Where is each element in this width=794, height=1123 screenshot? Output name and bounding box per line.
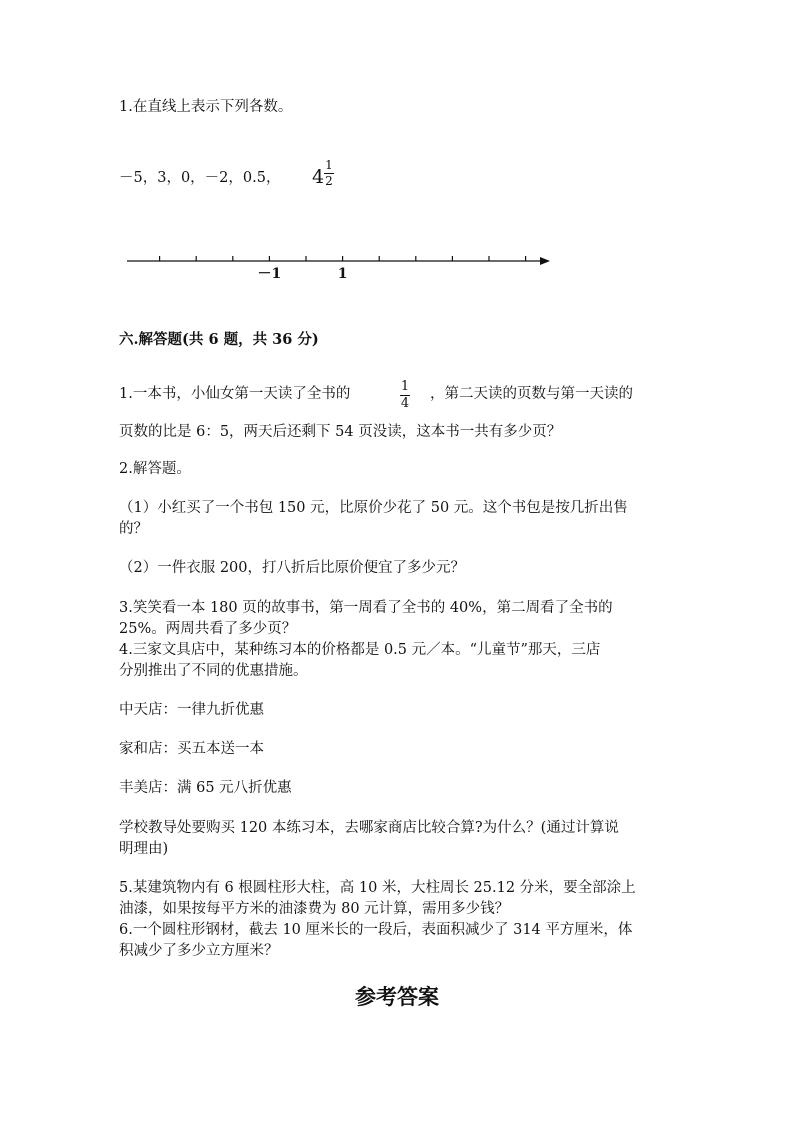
- p2-sub1-line2: 的？: [119, 521, 148, 537]
- p1-line2: 页数的比是 6：5，两天后还剩下 54 页没读，这本书一共有多少页？: [119, 424, 562, 440]
- p4-line1: 4.三家文具店中，某种练习本的价格都是 0.5 元／本。“儿童节”那天，三店: [119, 642, 601, 658]
- p6-line1: 6.一个圆柱形钢材，截去 10 厘米长的一段后，表面积减少了 314 平方厘米，体: [119, 922, 633, 938]
- q1-mixed-fraction: [324, 159, 334, 188]
- q1-mixed-numerator: 1: [325, 158, 333, 172]
- number-line: [110, 246, 560, 286]
- p4-question-line1: 学校教导处要购买 120 本练习本，去哪家商店比较合算?为什么？(通过计算说: [119, 820, 619, 836]
- p2-title: 2.解答题。: [119, 461, 191, 477]
- p1-fraction: [400, 380, 410, 411]
- p1-line1-a: 1.一本书，小仙女第一天读了全书的: [119, 386, 351, 402]
- p4-store-1: 中天店：一律九折优惠: [119, 702, 264, 718]
- p5-line1: 5.某建筑物内有 6 根圆柱形大柱，高 10 米，大柱周长 25.12 分米，要全部涂上: [119, 880, 636, 896]
- number-line-label: －1: [257, 266, 282, 282]
- p1-fraction-numerator: 1: [400, 379, 410, 394]
- p4-store-2: 家和店：买五本送一本: [119, 741, 264, 757]
- p3-line2: 25%。两周共看了多少页？: [119, 621, 297, 637]
- p1-line1-b: ，第二天读的页数与第一天读的: [430, 386, 633, 402]
- q1-mixed-whole: 4: [312, 166, 325, 188]
- p2-sub1-line1: （1）小红买了一个书包 150 元，比原价少花了 50 元。这个书包是按几折出售: [119, 500, 628, 516]
- p6-line2: 积减少了多少立方厘米？: [119, 943, 279, 959]
- p5-line2: 油漆，如果按每平方米的油漆费为 80 元计算，需用多少钱？: [119, 901, 510, 917]
- p1-fraction-denominator: 4: [400, 396, 410, 411]
- p4-question-line2: 明理由): [119, 841, 169, 857]
- number-line-label: 1: [337, 266, 348, 282]
- q1-mixed-denominator: 2: [325, 174, 333, 188]
- q1-numbers: －5，3，0，－2，0.5，: [119, 170, 281, 186]
- p2-sub2: （2）一件衣服 200，打八折后比原价便宜了多少元？: [119, 560, 466, 576]
- number-line-arrow: [540, 257, 550, 265]
- answer-title: 参考答案: [355, 984, 439, 1009]
- p4-store-3: 丰美店：满 65 元八折优惠: [119, 780, 292, 796]
- section-title: 六.解答题(共 6 题，共 36 分): [119, 331, 319, 348]
- q1-title: 1.在直线上表示下列各数。: [119, 99, 293, 115]
- p3-line1: 3.笑笑看一本 180 页的故事书，第一周看了全书的 40%，第二周看了全书的: [119, 600, 613, 616]
- p4-line2: 分别推出了不同的优惠措施。: [119, 663, 308, 679]
